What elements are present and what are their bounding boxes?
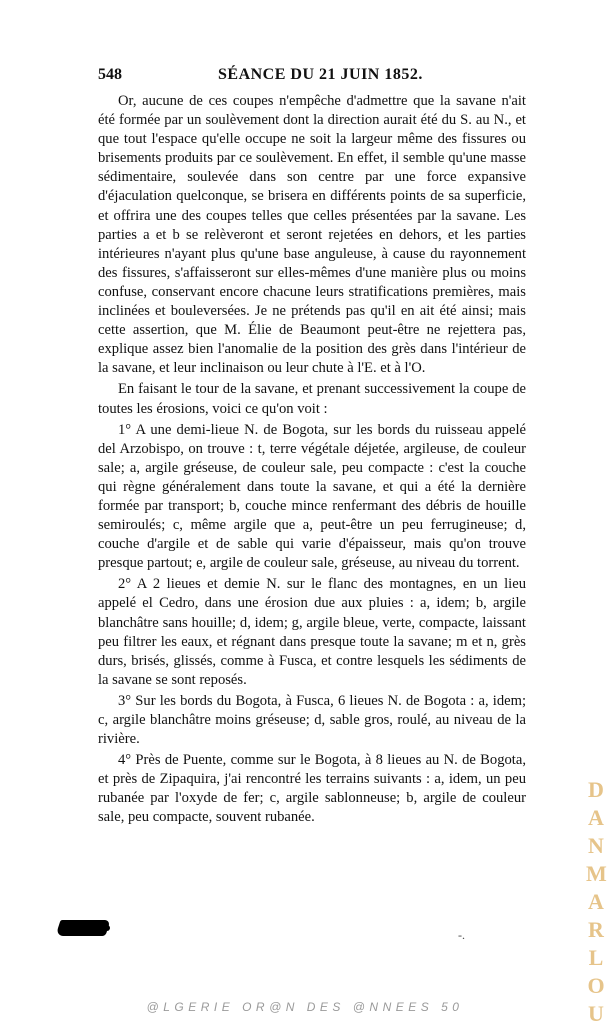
paragraph: 4° Près de Puente, comme sur le Bogota, à 8 lieues au N. de Bogota, et près de Zipaquira, j'ai rencontré les terrains suivants : a, idem, un peu rubanée par l'oxyde de fer; c, argile sablonneuse; b, argile de couleur sale, peu compacte, souvent rubanée. [98, 752, 526, 826]
paragraph: 2° A 2 lieues et demie N. sur le flanc des montagnes, en un lieu appelé el Cedro, dans une érosion due aux pluies : a, idem; b, argile blanchâtre sans houille; d, idem; g, argile bleue, verte, compacte, laissant peu filtrer les eaux, et régnant dans presque toute la savane; m et n, grès durs, brisés, glissés, comme à Fusca, et contre lesquels les sédiments de la savane se sont reposés. [98, 576, 526, 688]
paragraph: 3° Sur les bords du Bogota, à Fusca, 6 lieues N. de Bogota : a, idem; c, argile blanchâtre moins gréseuse; d, sable gros, roulé, au niveau de la rivière. [98, 692, 526, 748]
paragraph: Or, aucune de ces coupes n'empêche d'admettre que la savane n'ait été formée par un soulèvement dont la direction aurait été du S. au N., et que tout l'espace qu'elle occupe ne soit la largeur même des fissures ou brisements produits par ce soulèvement. En effet, il semble qu'une masse sédimentaire, soulevée dans son centre par une force expansive d'éjaculation quelconque, se brisera en différents points de sa superficie, et offrira une des coupes telles que celles présentées par la savane. Les parties a et b se relèveront et seront rejetées en dehors, et les parties intérieures n'ayant plus qu'une base anguleuse, à cause du rayonnement des fissures, s'affaisseront sur elles-mêmes d'une manière plus ou moins confuse, conservant encore chacune leurs stratifications premières, mais inclinées et bouleversées. Je ne prétends pas qu'il en ait été ainsi; mais cette assertion, que M. Élie de Beaumont peut-être ne rejettera pas, explique assez bien l'anomalie de la position des grès dans l'intérieur de la savane, et leur inclinaison ou leur chute à l'E. et à l'O. [98, 93, 526, 377]
side-watermark: DANMARLOU [586, 777, 607, 1026]
footer-watermark: @LGERIE OR@N DES @NNEES 50 [146, 1000, 464, 1014]
page-body [98, 92, 526, 830]
running-title: SÉANCE DU 21 JUIN 1852. [218, 66, 423, 83]
paragraph: En faisant le tour de la savane, et prenant successivement la coupe de toutes les érosions, voici ce qu'on voit : [98, 381, 526, 417]
page-number: 548 [98, 66, 122, 83]
paragraph: 1° A une demi-lieue N. de Bogota, sur les bords du ruisseau appelé del Arzobispo, on trouve : t, terre végétale déjetée, argileuse, de couleur sale; a, argile gréseuse, de couleur sale, peu compacte : c'est la couche qui règne généralement dans toute la savane, et qui a été la dernière formée par transport; b, couche mince renfermant des débris de houille semiroulés; c, même argile que a, peut-être un peu ferrugineuse; d, couche d'argile et de sable qui varie d'épaisseur, mais qu'on trouve presque partout; e, argile de couleur sale, gréseuse, au niveau du torrent. [98, 421, 526, 572]
ink-blot [98, 925, 110, 931]
stray-mark: -. [458, 928, 465, 942]
